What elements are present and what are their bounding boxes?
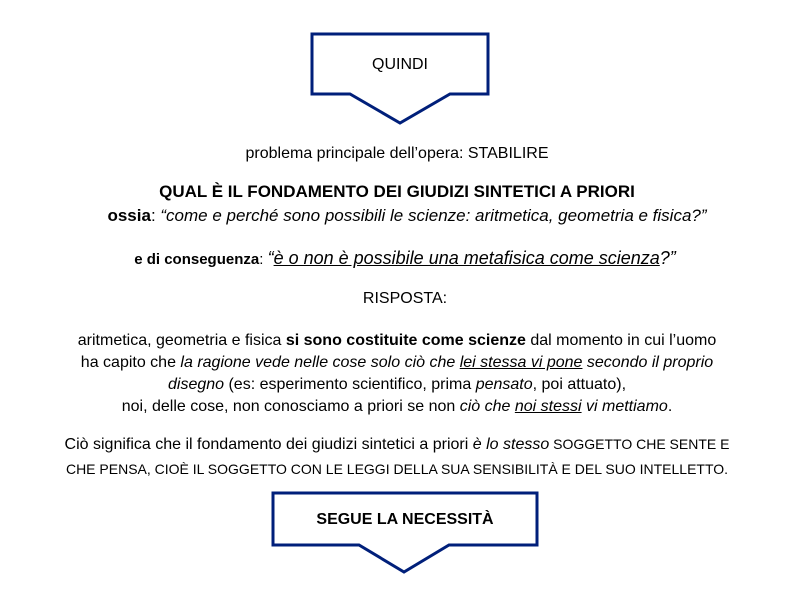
answer-italic: la ragione vede nelle cose solo ciò che — [180, 354, 460, 371]
significa-text: Ciò significa che il fondamento dei giudizi sintetici a priori — [64, 436, 473, 453]
significa-line-1 — [0, 432, 794, 457]
answer-block — [0, 330, 794, 418]
answer-text: noi, delle cose, non conosciamo a priori se non — [121, 398, 460, 415]
answer-bold: si sono costituite come scienze — [285, 332, 526, 349]
answer-line-2 — [0, 352, 794, 374]
answer-text: . — [667, 398, 673, 415]
answer-text: , poi attuato), — [532, 376, 627, 393]
answer-text: dal momento in cui l’uomo — [525, 332, 717, 349]
significa-block — [0, 432, 794, 481]
intro-text: problema principale dell’opera: STABILIRE — [245, 145, 549, 162]
answer-italic-underlined: noi stessi — [514, 398, 582, 415]
answer-italic-underlined: lei stessa vi pone — [459, 354, 583, 371]
significa-line-2: CHE PENSA, CIOÈ IL SOGGETTO CON LE LEGGI DELLA SUA SENSIBILITÀ E DEL SUO INTELLETTO. — [65, 461, 729, 477]
conseguenza-colon: : — [259, 251, 268, 268]
ossia-label: ossia — [107, 206, 151, 225]
answer-italic: pensato — [475, 376, 533, 393]
answer-text: (es: esperimento scientifico, prima — [224, 376, 476, 393]
ossia-quote: “come e perché sono possibili le scienze: aritmetica, geometria e fisica?” — [160, 206, 707, 225]
conseguenza-quote-close: ?” — [659, 248, 676, 268]
bottom-box-label: SEGUE LA NECESSITÀ — [316, 511, 494, 528]
ossia-colon: : — [150, 206, 161, 225]
answer-italic: ciò che — [459, 398, 515, 415]
answer-italic: disegno — [167, 376, 225, 393]
answer-italic: secondo il proprio — [582, 354, 714, 371]
conseguenza-quote-open: “ — [267, 248, 274, 268]
answer-line-3 — [0, 374, 794, 396]
conseguenza-line — [8, 248, 794, 269]
answer-text: ha capito che — [80, 354, 181, 371]
answer-line-4 — [0, 396, 794, 418]
answer-text: aritmetica, geometria e fisica — [77, 332, 286, 349]
answer-line-1 — [0, 330, 794, 352]
significa-text: SOGGETTO CHE SENTE E — [549, 436, 730, 452]
ossia-line — [10, 206, 794, 226]
conseguenza-quote: è o non è possibile una metafisica come scienza — [273, 248, 660, 268]
conseguenza-label: e di conseguenza — [134, 251, 260, 268]
main-question: QUAL È IL FONDAMENTO DEI GIUDIZI SINTETICI A PRIORI — [159, 182, 635, 201]
significa-italic: è lo stesso — [472, 436, 550, 453]
risposta-label: RISPOSTA: — [362, 290, 448, 307]
answer-italic: vi mettiamo — [581, 398, 668, 415]
top-box-label: QUINDI — [372, 56, 428, 73]
